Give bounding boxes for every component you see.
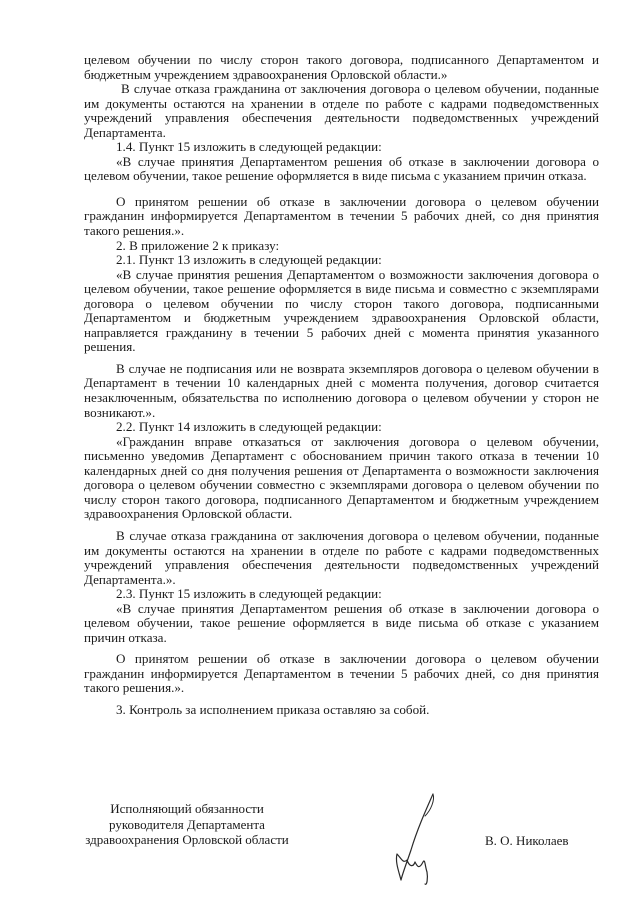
paragraph: 2.3. Пункт 15 изложить в следующей редакции: [116,586,382,602]
paragraph: О принятом решении об отказе в заключении договора о целевом обучении гражданин информируется Департаментом в течении 5 рабочих дней, со дня принятия такого решения.». [84,193,599,239]
paragraph: 1.4. Пункт 15 изложить в следующей редакции: [116,139,382,155]
signatory-name: В. О. Николаев [485,833,569,848]
paragraph: «В случае принятия Департаментом решения об отказе в заключении договора о целевом обучении, такое решение оформляется в виде письма с указанием причин отказа. [84,153,599,184]
paragraph: О принятом решении об отказе в заключении договора о целевом обучении гражданин информируется Департаментом в течении 5 рабочих дней, со дня принятия такого решения.». [84,651,599,696]
signatory-position [62,801,312,848]
paragraph: 2.1. Пункт 13 изложить в следующей редакции: [116,252,382,268]
document-body [84,53,599,718]
signature-block [0,792,640,892]
paragraph: 2.2. Пункт 14 изложить в следующей редакции: [116,419,382,435]
paragraph: «В случае принятия решения Департаментом о возможности заключения договора о целевом обучении, такое решение оформляется в виде письма и совместно с экземплярами договора о целевом обучении по числу сторон такого договора, подписанными Департаментом и бюджетным учреждением здравоохранения Орловской области, направляется гражданину в течении 5 рабочих дней с момента принятия указанного решения. [84,266,599,355]
signatory-position-line: руководителя Департамента [109,816,265,832]
paragraph: 3. Контроль за исполнением приказа оставляю за собой. [116,701,430,717]
paragraph: В случае не подписания или не возврата экземпляров договора о целевом обучении в Департамент в течении 10 календарных дней с момента получения, договор считается незаключенным, обязательства по исполнению договора о целевом обучении у сторон не возникают.». [84,360,599,420]
paragraph: целевом обучении по числу сторон такого договора, подписанного Департаментом и бюджетным учреждением здравоохранения Орловской области.» [84,52,599,82]
signatory-position-line: Исполняющий обязанности [110,801,264,816]
paragraph: В случае отказа гражданина от заключения договора о целевом обучении, поданные им документы остаются на хранении в отделе по работе с кадрами подведомственных учреждений управления обеспечения деятельности подведомственных учреждений Департамента. [84,81,599,140]
paragraph: В случае отказа гражданина от заключения договора о целевом обучении, поданные им документы остаются на хранении в отделе по работе с кадрами подведомственных учреждений управления обеспечения деятельности подведомственных учреждений Департамента.». [84,527,599,587]
signatory-position-line: здравоохранения Орловской области [85,832,289,847]
paragraph: «В случае принятия Департаментом решения об отказе в заключении договора о целевом обучении, такое решение оформляется в виде письма об отказе с указанием причин отказа. [84,600,599,645]
paragraph: «Гражданин вправе отказаться от заключения договора о целевом обучении, письменно уведомив Департамент с обоснованием причин такого отказа в течении 10 календарных дней со дня получения решения от Департамента о возможности заключения договора о целевом обучении совместно с экземплярами договора о целевом обучении по числу сторон такого договора, подписанного Департаментом и бюджетным учреждением здравоохранения Орловской области. [84,433,599,522]
paragraph: 2. В приложение 2 к приказу: [116,237,280,253]
handwritten-signature [375,792,470,887]
